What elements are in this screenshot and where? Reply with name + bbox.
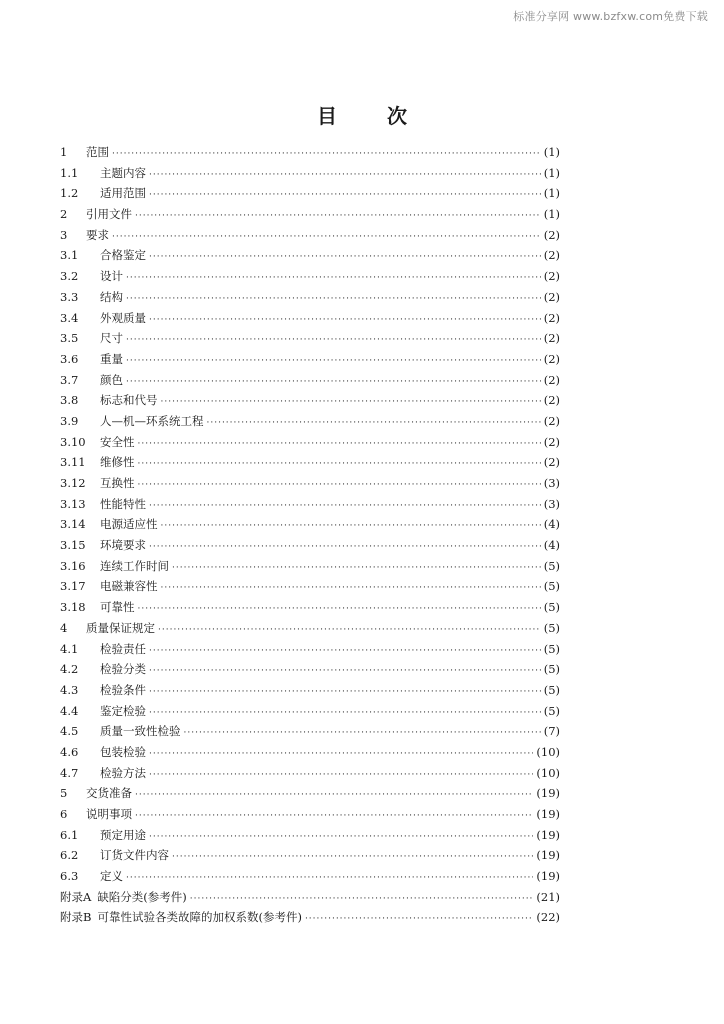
toc-entry-label: 预定用途 bbox=[100, 827, 146, 842]
toc-entry-label: 设计 bbox=[100, 269, 123, 284]
watermark-text: 标准分享网 www.bzfxw.com免费下载 bbox=[513, 10, 708, 23]
toc-entry-label: 外观质量 bbox=[100, 310, 146, 325]
toc-entry-label: 电磁兼容性 bbox=[100, 579, 158, 594]
toc-entry-number: 3.11 bbox=[60, 455, 86, 470]
toc-entry-number: 4.4 bbox=[60, 703, 79, 718]
toc-entry-number: 3.4 bbox=[60, 310, 79, 325]
toc-entry[interactable] bbox=[60, 432, 560, 453]
toc-entry-page: (10) bbox=[536, 744, 560, 759]
table-of-contents bbox=[60, 142, 560, 928]
toc-entry-number: 附录A bbox=[60, 889, 92, 904]
toc-entry-label: 包装检验 bbox=[100, 744, 146, 759]
page-title-left: 目 bbox=[317, 104, 337, 128]
page-title bbox=[0, 100, 724, 129]
toc-leader-dots bbox=[158, 620, 541, 641]
toc-entry[interactable] bbox=[60, 887, 560, 908]
toc-entry-label: 可靠性 bbox=[100, 600, 135, 615]
toc-leader-dots bbox=[149, 310, 541, 331]
toc-entry[interactable] bbox=[60, 701, 560, 722]
toc-entry-number: 6.2 bbox=[60, 848, 79, 863]
toc-entry-page: (2) bbox=[543, 413, 560, 428]
toc-entry[interactable] bbox=[60, 370, 560, 391]
toc-entry-number: 3.16 bbox=[60, 558, 86, 573]
toc-entry[interactable] bbox=[60, 390, 560, 411]
toc-entry-number: 3.5 bbox=[60, 331, 79, 346]
toc-entry-number: 3.17 bbox=[60, 579, 86, 594]
toc-entry-page: (5) bbox=[543, 703, 560, 718]
toc-entry[interactable] bbox=[60, 825, 560, 846]
toc-leader-dots bbox=[138, 599, 541, 620]
toc-entry-page: (4) bbox=[543, 538, 560, 553]
toc-entry-label: 结构 bbox=[100, 289, 123, 304]
toc-entry-label: 合格鉴定 bbox=[100, 248, 146, 263]
toc-entry-page: (19) bbox=[536, 786, 560, 801]
toc-entry-number: 3.7 bbox=[60, 372, 79, 387]
toc-entry-number: 6 bbox=[60, 807, 68, 821]
toc-entry-number: 3.10 bbox=[60, 434, 86, 449]
toc-leader-dots bbox=[207, 413, 541, 434]
toc-leader-dots bbox=[135, 806, 533, 827]
toc-entry-label: 互换性 bbox=[100, 476, 135, 490]
toc-entry[interactable] bbox=[60, 245, 560, 266]
toc-entry-page: (5) bbox=[543, 579, 560, 594]
toc-entry-number: 1.2 bbox=[60, 186, 79, 201]
toc-entry-page: (2) bbox=[543, 455, 560, 470]
toc-entry[interactable] bbox=[60, 556, 560, 577]
toc-entry[interactable] bbox=[60, 721, 560, 742]
toc-entry-page: (5) bbox=[543, 662, 560, 677]
toc-entry-number: 附录B bbox=[60, 910, 92, 925]
toc-entry-label: 检验分类 bbox=[100, 662, 146, 677]
toc-leader-dots bbox=[112, 227, 541, 248]
toc-entry-page: (2) bbox=[543, 331, 560, 346]
toc-entry[interactable] bbox=[60, 287, 560, 308]
toc-entry-label: 适用范围 bbox=[100, 186, 146, 201]
toc-leader-dots bbox=[149, 661, 541, 682]
toc-leader-dots bbox=[172, 558, 541, 579]
toc-entry-number: 4.5 bbox=[60, 724, 79, 739]
toc-entry-number: 4 bbox=[60, 620, 68, 635]
toc-entry[interactable] bbox=[60, 473, 560, 494]
toc-entry-label: 环境要求 bbox=[100, 538, 146, 553]
toc-entry[interactable] bbox=[60, 535, 560, 556]
toc-leader-dots bbox=[161, 516, 541, 537]
toc-entry-label: 重量 bbox=[100, 351, 123, 366]
toc-entry[interactable] bbox=[60, 742, 560, 763]
toc-entry-page: (2) bbox=[543, 248, 560, 263]
toc-entry-page: (1) bbox=[543, 186, 560, 201]
toc-entry-label: 颜色 bbox=[100, 372, 123, 387]
toc-entry-page: (2) bbox=[543, 434, 560, 449]
toc-entry-label: 可靠性试验各类故障的加权系数(参考件) bbox=[97, 910, 302, 925]
toc-leader-dots bbox=[149, 496, 541, 517]
toc-entry-label: 检验条件 bbox=[100, 682, 146, 697]
toc-entry-number: 3.6 bbox=[60, 351, 79, 366]
toc-entry[interactable] bbox=[60, 204, 560, 225]
toc-entry[interactable] bbox=[60, 349, 560, 370]
toc-entry-number: 1 bbox=[60, 145, 68, 159]
toc-leader-dots bbox=[112, 144, 541, 165]
toc-entry-page: (2) bbox=[543, 393, 560, 408]
toc-entry[interactable] bbox=[60, 659, 560, 680]
toc-leader-dots bbox=[149, 703, 541, 724]
toc-entry-number: 3.12 bbox=[60, 476, 86, 490]
toc-entry-label: 要求 bbox=[86, 227, 109, 242]
toc-entry-page: (2) bbox=[543, 289, 560, 304]
toc-entry-page: (21) bbox=[536, 889, 560, 904]
toc-entry-page: (5) bbox=[543, 600, 560, 615]
toc-entry-page: (19) bbox=[536, 807, 560, 821]
toc-entry-number: 3 bbox=[60, 227, 68, 242]
toc-leader-dots bbox=[190, 889, 534, 910]
toc-leader-dots bbox=[126, 372, 541, 393]
toc-entry-page: (3) bbox=[543, 496, 560, 511]
toc-entry-number: 4.1 bbox=[60, 641, 79, 656]
toc-leader-dots bbox=[149, 537, 541, 558]
toc-entry[interactable] bbox=[60, 225, 560, 246]
toc-entry-label: 范围 bbox=[86, 145, 109, 159]
toc-entry-number: 6.1 bbox=[60, 827, 79, 842]
toc-entry[interactable] bbox=[60, 328, 560, 349]
toc-leader-dots bbox=[149, 247, 541, 268]
toc-entry[interactable] bbox=[60, 514, 560, 535]
toc-entry-number: 4.3 bbox=[60, 682, 79, 697]
toc-entry-label: 质量一致性检验 bbox=[100, 724, 181, 739]
toc-entry-label: 电源适应性 bbox=[100, 517, 158, 532]
toc-entry[interactable] bbox=[60, 163, 560, 184]
toc-entry-label: 缺陷分类(参考件) bbox=[97, 889, 187, 904]
toc-entry[interactable] bbox=[60, 308, 560, 329]
toc-entry-page: (5) bbox=[543, 641, 560, 656]
toc-leader-dots bbox=[126, 289, 541, 310]
toc-entry-label: 交货准备 bbox=[86, 786, 132, 801]
toc-leader-dots bbox=[149, 185, 541, 206]
toc-leader-dots bbox=[149, 641, 541, 662]
toc-entry-number: 3.1 bbox=[60, 248, 79, 263]
toc-entry[interactable] bbox=[60, 597, 560, 618]
toc-entry-label: 尺寸 bbox=[100, 331, 123, 346]
toc-entry-page: (5) bbox=[543, 558, 560, 573]
toc-entry-number: 1.1 bbox=[60, 165, 79, 180]
toc-entry-page: (1) bbox=[543, 165, 560, 180]
toc-entry-number: 3.9 bbox=[60, 413, 79, 428]
toc-leader-dots bbox=[184, 723, 541, 744]
toc-entry-number: 4.6 bbox=[60, 744, 79, 759]
toc-entry-page: (7) bbox=[543, 724, 560, 739]
toc-leader-dots bbox=[126, 330, 541, 351]
toc-entry-page: (19) bbox=[536, 848, 560, 863]
toc-entry[interactable] bbox=[60, 618, 560, 639]
toc-entry[interactable] bbox=[60, 866, 560, 887]
toc-entry-number: 4.2 bbox=[60, 662, 79, 677]
toc-entry-label: 订货文件内容 bbox=[100, 848, 169, 863]
toc-leader-dots bbox=[138, 434, 541, 455]
toc-entry-page: (1) bbox=[543, 145, 560, 159]
toc-entry[interactable] bbox=[60, 494, 560, 515]
toc-leader-dots bbox=[161, 578, 541, 599]
toc-leader-dots bbox=[135, 785, 533, 806]
toc-entry-label: 定义 bbox=[100, 869, 123, 884]
toc-entry-number: 4.7 bbox=[60, 765, 79, 780]
toc-entry[interactable] bbox=[60, 266, 560, 287]
toc-entry[interactable] bbox=[60, 452, 560, 473]
toc-entry-label: 人—机—环系统工程 bbox=[100, 413, 204, 428]
toc-leader-dots bbox=[126, 268, 541, 289]
toc-entry-page: (19) bbox=[536, 869, 560, 884]
toc-entry[interactable] bbox=[60, 845, 560, 866]
page-title-right: 次 bbox=[387, 104, 407, 128]
toc-entry-page: (22) bbox=[536, 910, 560, 925]
toc-leader-dots bbox=[172, 847, 533, 868]
toc-entry-number: 3.2 bbox=[60, 269, 79, 284]
toc-entry-number: 5 bbox=[60, 786, 68, 801]
toc-entry-number: 3.18 bbox=[60, 600, 86, 615]
toc-entry[interactable] bbox=[60, 183, 560, 204]
toc-entry[interactable] bbox=[60, 907, 560, 928]
toc-entry-number: 3.3 bbox=[60, 289, 79, 304]
toc-entry-label: 鉴定检验 bbox=[100, 703, 146, 718]
toc-entry-label: 连续工作时间 bbox=[100, 558, 169, 573]
toc-leader-dots bbox=[149, 682, 541, 703]
toc-entry-page: (19) bbox=[536, 827, 560, 842]
toc-entry-label: 性能特性 bbox=[100, 496, 146, 511]
toc-leader-dots bbox=[149, 165, 541, 186]
toc-entry[interactable] bbox=[60, 804, 560, 825]
toc-entry-number: 2 bbox=[60, 207, 68, 222]
toc-entry-page: (4) bbox=[543, 517, 560, 532]
toc-entry-page: (5) bbox=[543, 620, 560, 635]
toc-entry-page: (2) bbox=[543, 351, 560, 366]
toc-leader-dots bbox=[149, 827, 533, 848]
toc-entry-page: (5) bbox=[543, 682, 560, 697]
toc-leader-dots bbox=[149, 744, 533, 765]
toc-entry-page: (2) bbox=[543, 310, 560, 325]
toc-entry[interactable] bbox=[60, 763, 560, 784]
toc-entry-page: (2) bbox=[543, 372, 560, 387]
toc-entry-number: 3.15 bbox=[60, 538, 86, 553]
toc-entry-number: 6.3 bbox=[60, 869, 79, 884]
toc-entry[interactable] bbox=[60, 680, 560, 701]
toc-leader-dots bbox=[161, 392, 541, 413]
toc-leader-dots bbox=[305, 909, 533, 930]
toc-entry-label: 标志和代号 bbox=[100, 393, 158, 408]
toc-entry-page: (2) bbox=[543, 269, 560, 284]
toc-entry-label: 检验责任 bbox=[100, 641, 146, 656]
toc-entry-label: 主题内容 bbox=[100, 165, 146, 180]
toc-entry[interactable] bbox=[60, 783, 560, 804]
toc-entry-number: 3.8 bbox=[60, 393, 79, 408]
toc-entry-page: (3) bbox=[543, 476, 560, 490]
toc-entry[interactable] bbox=[60, 411, 560, 432]
toc-entry-label: 引用文件 bbox=[86, 207, 132, 222]
toc-entry-number: 3.13 bbox=[60, 496, 86, 511]
toc-leader-dots bbox=[126, 351, 541, 372]
toc-leader-dots bbox=[135, 206, 541, 227]
toc-entry-page: (10) bbox=[536, 765, 560, 780]
toc-leader-dots bbox=[126, 868, 533, 889]
toc-entry-label: 说明事项 bbox=[86, 807, 132, 821]
toc-entry[interactable] bbox=[60, 576, 560, 597]
toc-entry[interactable] bbox=[60, 142, 560, 163]
toc-entry-number: 3.14 bbox=[60, 517, 86, 532]
toc-entry-label: 检验方法 bbox=[100, 765, 146, 780]
toc-leader-dots bbox=[149, 765, 533, 786]
toc-entry-label: 安全性 bbox=[100, 434, 135, 449]
toc-leader-dots bbox=[138, 475, 541, 496]
toc-leader-dots bbox=[138, 454, 541, 475]
toc-entry-label: 维修性 bbox=[100, 455, 135, 470]
toc-entry-page: (1) bbox=[543, 207, 560, 222]
toc-entry-label: 质量保证规定 bbox=[86, 620, 155, 635]
toc-entry[interactable] bbox=[60, 639, 560, 660]
toc-entry-page: (2) bbox=[543, 227, 560, 242]
